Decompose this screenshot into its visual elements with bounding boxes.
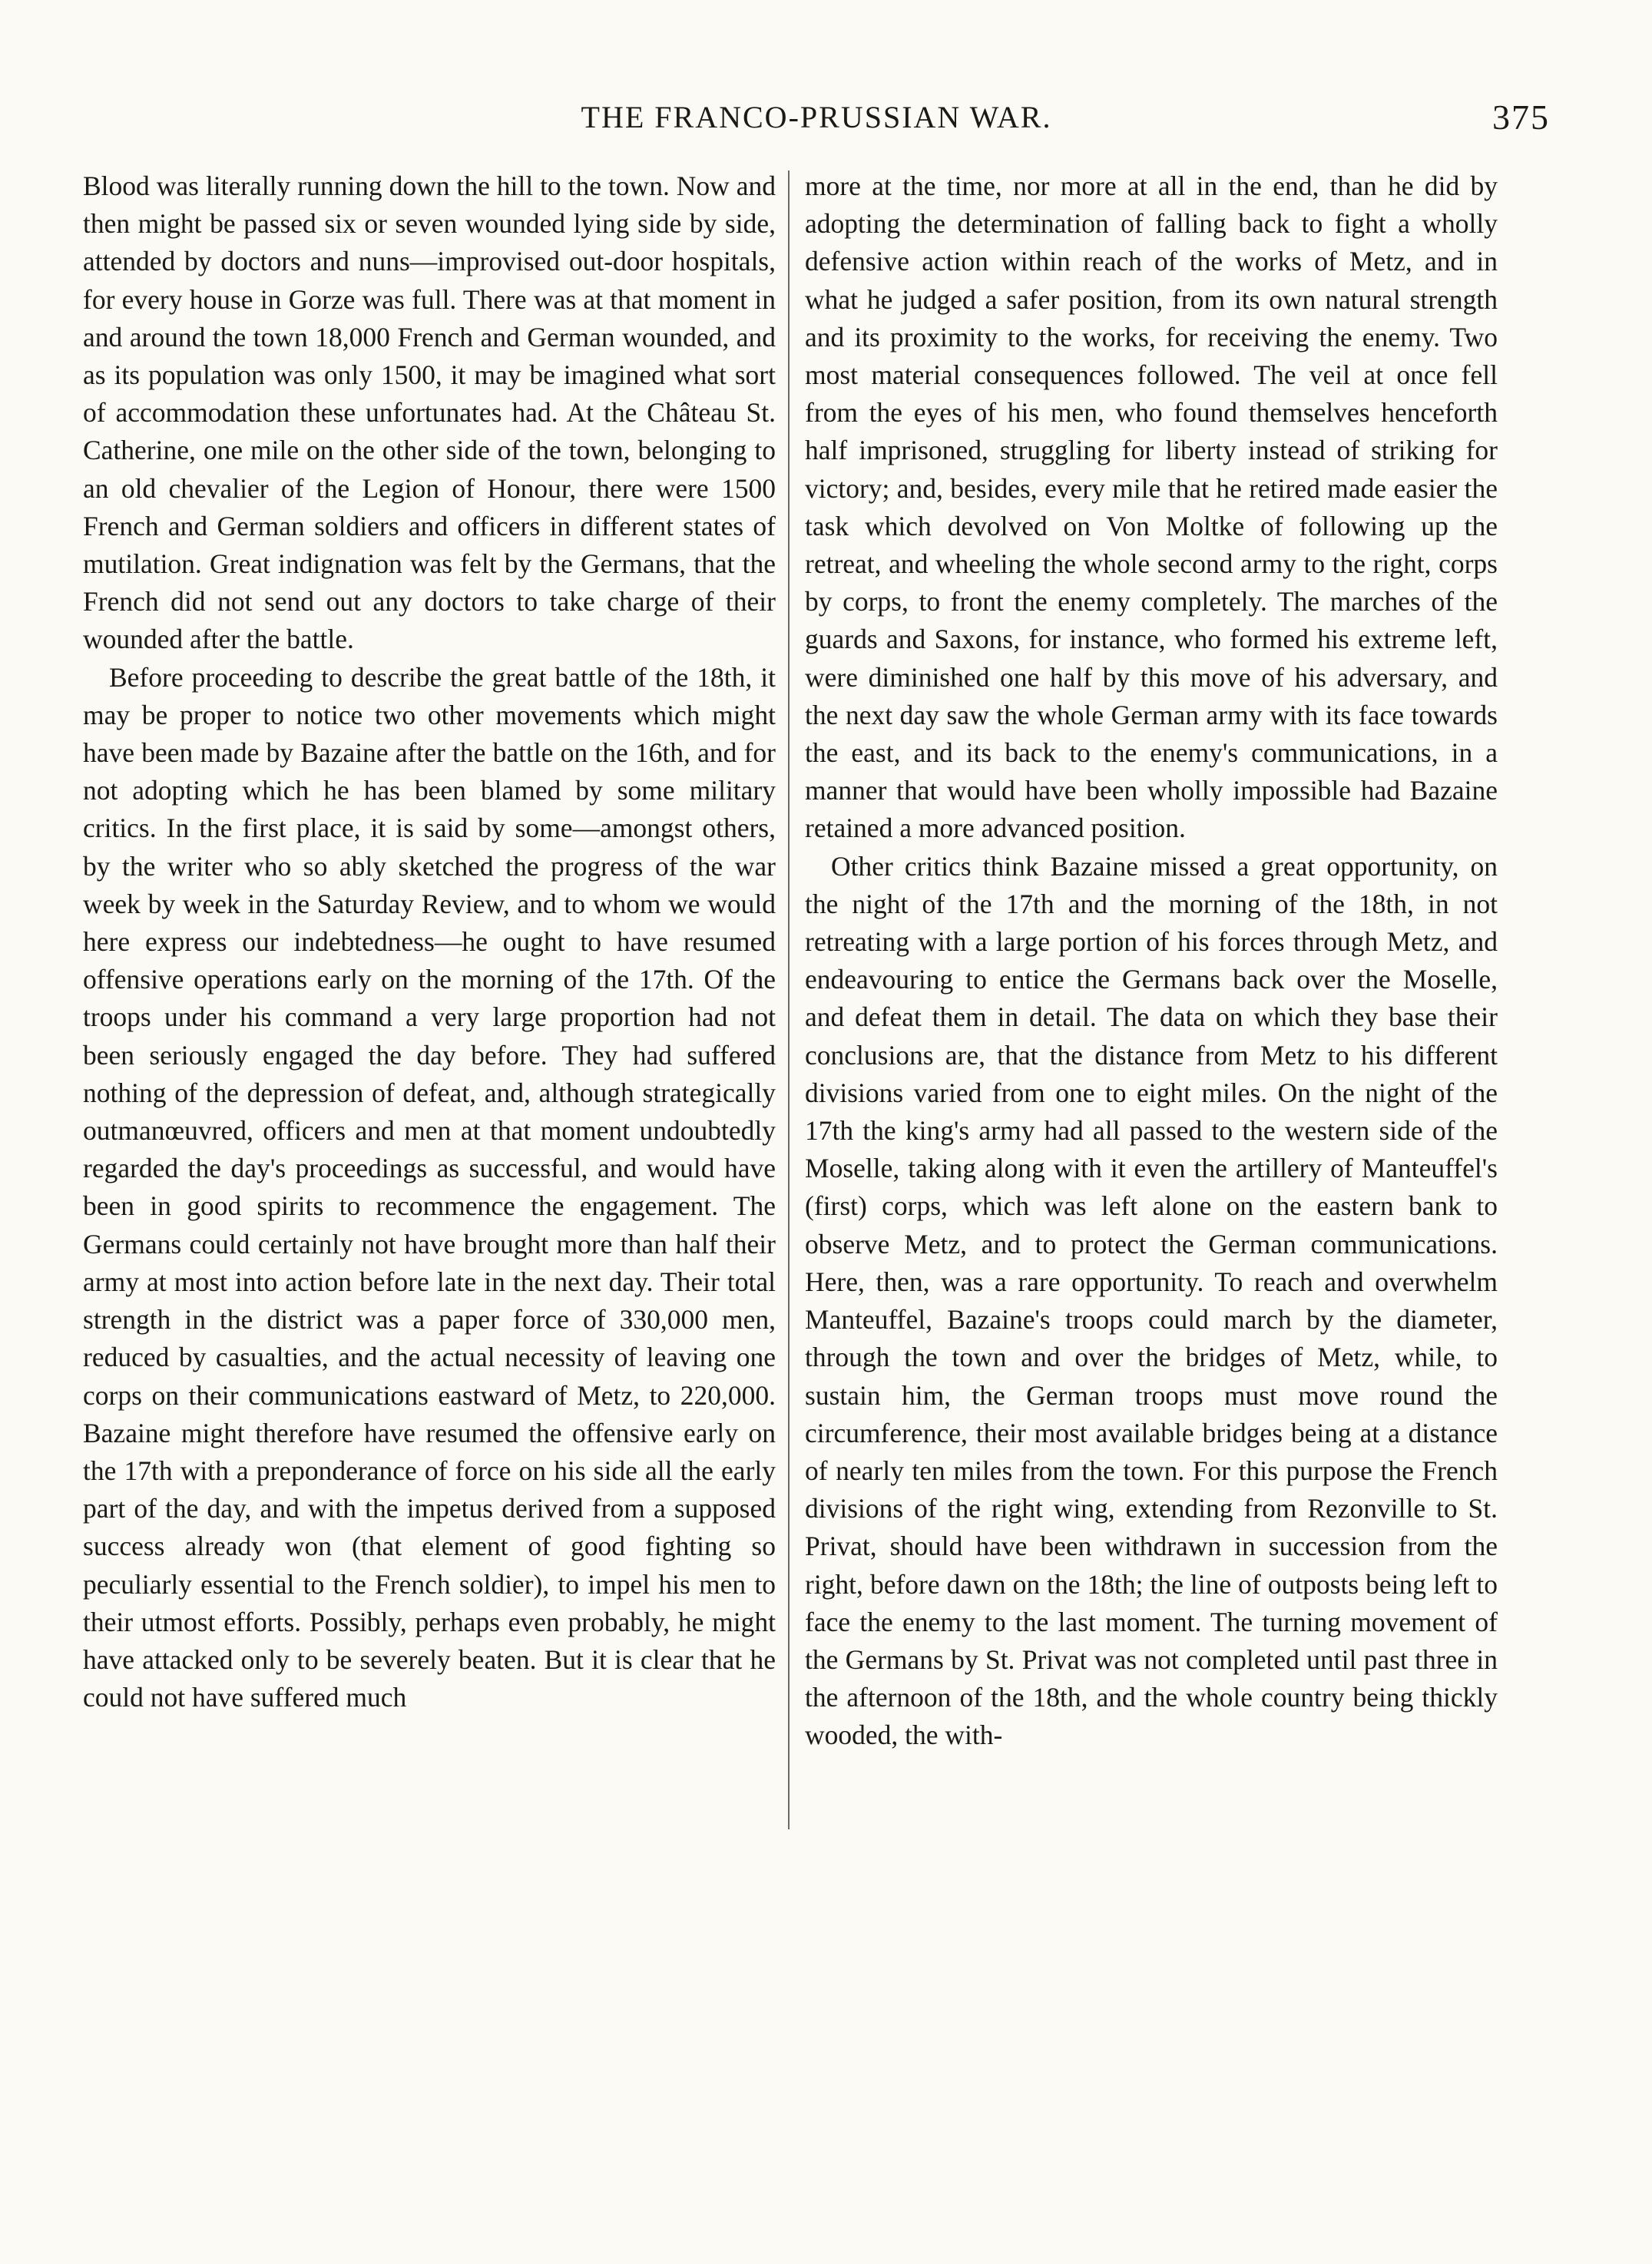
page-number: 375: [1492, 98, 1550, 137]
running-title: THE FRANCO-PRUSSIAN WAR.: [581, 100, 1052, 134]
paragraph: Before proceeding to describe the great battle of the 18th, it may be proper to notice two other movements which might have been made by Bazaine after the battle on the 16th, and for not adopting which he has been blamed by some military critics. In the first place, it is said by some—amongst others, by the writer who so ably sketched the progress of the war week by week in the Saturday Review, and to whom we would here express our indebtedness—he ought to have resumed offensive operations early on the morning of the 17th. Of the troops under his command a very large proportion had not been seriously engaged the day before. They had suffered nothing of the depression of defeat, and, although strategically outmanœuvred, officers and men at that moment undoubtedly regarded the day's proceedings as successful, and would have been in good spirits to recommence the engagement. The Germans could certainly not have brought more than half their army at most into action before late in the next day. Their total strength in the district was a paper force of 330,000 men, reduced by casualties, and the actual necessity of leaving one corps on their communications eastward of Metz, to 220,000. Bazaine might therefore have resumed the offensive early on the 17th with a preponderance of force on his side all the early part of the day, and with the impetus derived from a supposed success already won (that element of good fighting so peculiarly essential to the French soldier), to impel his men to their utmost efforts. Possibly, perhaps even probably, he might have attacked only to be severely beaten. But it is clear that he could not have suffered much: [83, 661, 776, 1713]
paragraph: more at the time, nor more at all in the end, than he did by adopting the determination of falling back to fight a wholly defensive action within reach of the works of Metz, and in what he judged a safer position, from its own natural strength and its proximity to the works, for receiving the enemy. Two most material consequences followed. The veil at once fell from the eyes of his men, who found themselves henceforth half imprisoned, struggling for liberty instead of striking for victory; and, besides, every mile that he retired made easier the task which devolved on Von Moltke of following up the retreat, and wheeling the whole second army to the right, corps by corps, to front the enemy completely. The marches of the guards and Saxons, for instance, who formed his extreme left, were diminished one half by this move of his adversary, and the next day saw the whole German army with its face towards the east, and its back to the enemy's communications, in a manner that would have been wholly impossible had Bazaine retained a more advanced position.: [805, 170, 1498, 844]
column-divider: [788, 170, 790, 1829]
running-head: [83, 91, 1550, 144]
right-column: [805, 167, 1498, 1755]
paragraph: Other critics think Bazaine missed a great opportunity, on the night of the 17th and the morning of the 18th, in not retreating with a large portion of his forces through Metz, and endeavouring to entice the Germans back over the Moselle, and defeat them in detail. The data on which they base their conclusions are, that the distance from Metz to his different divisions varied from one to eight miles. On the night of the 17th the king's army had all passed to the western side of the Moselle, taking along with it even the artillery of Manteuffel's (first) corps, which was left alone on the eastern bank to observe Metz, and to protect the German communications. Here, then, was a rare opportunity. To reach and overwhelm Manteuffel, Bazaine's troops could march by the diameter, through the town and over the bridges of Metz, while, to sustain him, the German troops must move round the circumference, their most available bridges being at a distance of nearly ten miles from the town. For this purpose the French divisions of the right wing, extending from Rezonville to St. Privat, should have been withdrawn in succession from the right, before dawn on the 18th; the line of outposts being left to face the enemy to the last moment. The turning movement of the Germans by St. Privat was not completed until past three in the afternoon of the 18th, and the whole country being thickly wooded, the with-: [805, 850, 1498, 1751]
paragraph: Blood was literally running down the hill to the town. Now and then might be passed six or seven wounded lying side by side, attended by doctors and nuns—improvised out-door hospitals, for every house in Gorze was full. There was at that moment in and around the town 18,000 French and German wounded, and as its population was only 1500, it may be imagined what sort of accommodation these unfortunates had. At the Château St. Catherine, one mile on the other side of the town, belonging to an old chevalier of the Legion of Honour, there were 1500 French and German soldiers and officers in different states of mutilation. Great indignation was felt by the Germans, that the French did not send out any doctors to take charge of their wounded after the battle.: [83, 170, 776, 655]
left-column: [83, 167, 776, 1716]
